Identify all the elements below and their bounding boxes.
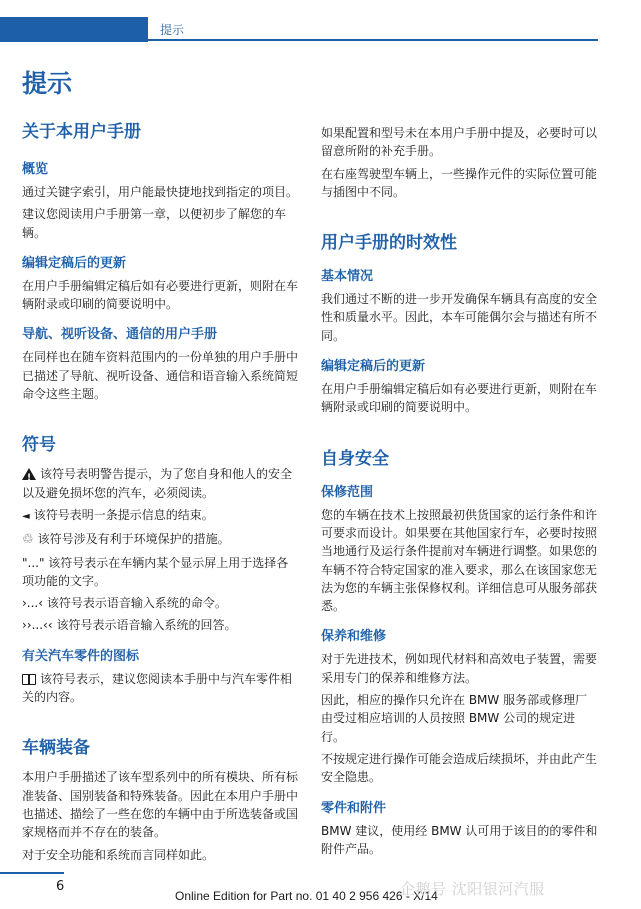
end-mark-icon: ◄ <box>22 510 30 522</box>
nav-manual-paragraph: 在同样也在随车资料范围内的一份单独的用户手册中已描述了导航、视听设备、通信和语音输入系统简短命令这些主题。 <box>22 350 299 402</box>
page-title: 提示 <box>22 69 73 98</box>
maintenance-paragraph-2: 因此，相应的操作只允许在 BMW 服务部或修理厂由受过相应培训的人员按照 BMW 公司的规定进行。 <box>321 693 588 744</box>
basic-title: 基本情况 <box>321 269 374 285</box>
parts-accessories-title: 零件和附件 <box>321 800 387 816</box>
basic-paragraph: 我们通过不断的进一步开发确保车辆具有高度的安全性和质量水平。因此，本车可能偶尔会与描述有所不同。 <box>321 292 598 343</box>
overview-paragraph-1: 通过关键字索引，用户能最快捷地找到指定的项目。 <box>22 185 299 199</box>
overview-paragraph-2: 建议您阅读用户手册第一章，以便初步了解您的车辆。 <box>22 207 287 240</box>
parts-icon-text: 该符号表示，建议您阅读本手册中与汽车零件相关的内容。 <box>22 671 293 705</box>
maintenance-paragraph-3: 不按规定进行操作可能会造成后续损坏，并由此产生安全隐患。 <box>321 751 598 785</box>
update-title: 编辑定稿后的更新 <box>22 255 127 271</box>
header-rule <box>148 39 598 41</box>
section-symbols-title: 符号 <box>22 435 56 456</box>
parts-icon-title: 有关汽车零件的图标 <box>22 648 140 664</box>
parts-icon-paragraph <box>22 670 300 707</box>
symbol-voice-command: ›...‹ 该符号表示语音输入系统的命令。 <box>22 596 227 611</box>
symbol-warning <box>22 465 300 502</box>
symbol-voice-reply: ››...‹‹ 该符号表示语音输入系统的回答。 <box>22 618 237 633</box>
section-equipment-title: 车辆装备 <box>22 738 90 759</box>
equipment-paragraph-1: 本用户手册描述了该车型系列中的所有模块、所有标准装备、国别装备和特殊装备。因此在本用户手册中也描述、描绘了一些在您的车辆中由于所选装备或国家规格而并不存在的装备。 <box>22 770 299 840</box>
symbol-quote: "..." 该符号表示在车辆内某个显示屏上用于选择各项功能的文字。 <box>22 555 289 588</box>
warranty-paragraph: 您的车辆在技术上按照最初供货国家的运行条件和许可要求而设计。如果要在其他国家行车，必要时按照当地通行及运行条件提前对车辆进行调整。如果您的车辆不符合特定国家的准入要求，那么在该国家您无法为您的车辆主张保修权利。详细信息可从服务部获悉。 <box>321 507 598 614</box>
update-paragraph: 在用户手册编辑定稿后如有必要进行更新，则附在车辆附录或印刷的简要说明中。 <box>22 278 299 312</box>
header-bar <box>0 17 148 42</box>
validity-update-title: 编辑定稿后的更新 <box>321 359 426 375</box>
warranty-title: 保修范围 <box>321 484 374 500</box>
nav-manual-title: 导航、视听设备、通信的用户手册 <box>22 327 218 343</box>
equipment-cont-paragraph-2: 在右座驾驶型车辆上，一些操作元件的实际位置可能与插图中不同。 <box>321 166 598 199</box>
symbol-end <box>22 506 300 526</box>
equipment-paragraph-2: 对于安全功能和系统而言同样如此。 <box>22 847 215 862</box>
symbol-end-text: 该符号表明一条提示信息的结束。 <box>33 507 214 522</box>
recycle-icon: ♲ <box>22 532 34 548</box>
warning-triangle-icon <box>22 468 36 480</box>
page-number: 6 <box>56 879 65 894</box>
section-safety-title: 自身安全 <box>321 448 389 469</box>
validity-update-paragraph: 在用户手册编辑定稿后如有必要进行更新，则附在车辆附录或印刷的简要说明中。 <box>321 382 598 415</box>
book-icon <box>22 674 36 685</box>
left-column <box>22 120 300 864</box>
symbol-environment <box>22 530 300 549</box>
maintenance-paragraph-1: 对于先进技术，例如现代材料和高效电子装置，需要采用专门的保养和维修方法。 <box>321 652 598 685</box>
header-label: 提示 <box>160 23 185 37</box>
edition-note: Online Edition for Part no. 01 40 2 956 426 - X/14 <box>175 889 438 903</box>
footer-rule <box>0 872 64 874</box>
parts-accessories-paragraph: BMW 建议，使用经 BMW 认可用于该目的的零件和附件产品。 <box>321 823 598 856</box>
section-validity-title: 用户手册的时效性 <box>321 233 457 254</box>
symbol-environment-text: 该符号涉及有利于环境保护的措施。 <box>37 532 230 547</box>
right-column <box>321 124 599 858</box>
overview-title: 概览 <box>22 162 49 177</box>
symbol-warning-text: 该符号表明警告提示，为了您自身和他人的安全以及避免损坏您的汽车，必须阅读。 <box>22 467 293 500</box>
section-about-title: 关于本用户手册 <box>22 122 141 142</box>
maintenance-title: 保养和维修 <box>321 629 387 645</box>
watermark: 企鹅号 沈阳银河汽服 <box>400 880 545 898</box>
equipment-cont-paragraph-1: 如果配置和型号未在本用户手册中提及，必要时可以留意所附的补充手册。 <box>321 126 598 159</box>
